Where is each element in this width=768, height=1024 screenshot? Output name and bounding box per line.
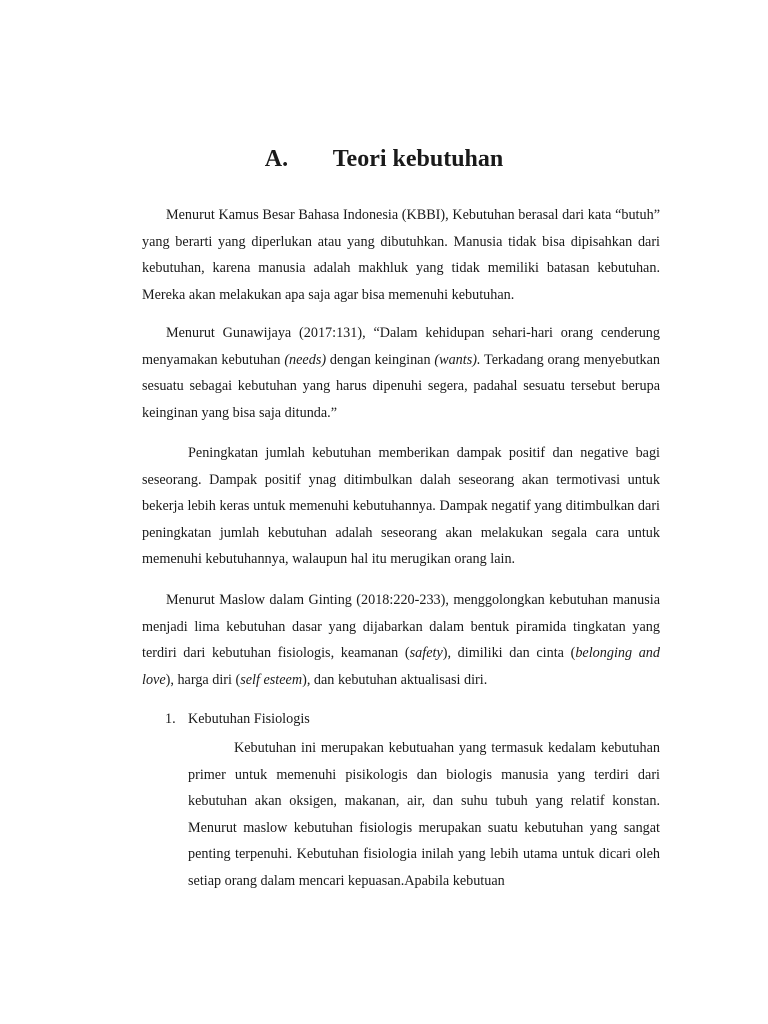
paragraph-text: Menurut Gunawijaya (2017:131), “Dalam kehidupan sehari-hari orang cenderung menyamakan kebutuhan (142, 325, 660, 368)
paragraph-text: Menurut Maslow dalam Ginting (2018:220-233), menggolongkan kebutuhan manusia menjadi lima kebutuhan dasar yang dijabarkan dalam bentuk piramida tingkatan yang terdiri dari kebutuhan fisiologis, keamanan ( (142, 592, 660, 661)
section-title: Teori kebutuhan (332, 146, 504, 172)
italic-term: self esteem (240, 671, 303, 688)
list-item-body: Kebutuhan ini merupakan kebutuahan yang termasuk kedalam kebutuhan primer untuk memenuhi pisikologis dan biologis manusia yang terdiri dari kebutuhan akan oksigen, makanan, air, dan suhu tubuh yang relatif konstan. Menurut maslow kebutuhan fisiologis merupakan suatu kebutuhan yang sangat penting terpenuhi. Kebutuhan fisiologia inilah yang lebih utama untuk dicari oleh setiap orang dalam mencari kepuasan.Apabila kebutuan (188, 740, 660, 889)
list-item-marker: 1. (165, 711, 176, 727)
italic-term: belonging and love (142, 645, 660, 688)
paragraph-text: ), dimiliki dan cinta ( (442, 645, 576, 661)
paragraph-text: ), harga diri ( (165, 671, 241, 688)
italic-term: (needs) (284, 351, 327, 368)
section-heading (0, 146, 768, 173)
paragraph-text: Terkadang orang menyebutkan sesuatu sebagai kebutuhan yang harus dipenuhi segera, padahal sesuatu tersebut berupa keinginan yang bisa saja ditunda.” (142, 351, 660, 421)
paragraph-gunawijaya (142, 320, 660, 426)
paragraph-maslow (142, 587, 660, 693)
list-item-title: Kebutuhan Fisiologis (188, 711, 310, 727)
paragraph-kbbi (142, 202, 660, 308)
paragraph-dampak (142, 440, 660, 573)
paragraph-text: ), dan kebutuhan aktualisasi diri. (302, 671, 488, 688)
italic-term: (wants). (434, 351, 481, 368)
italic-term: safety (409, 645, 443, 661)
paragraph-text: dengan keinginan (326, 351, 435, 368)
paragraph-text: Menurut Kamus Besar Bahasa Indonesia (KBBI), Kebutuhan berasal dari kata “butuh” yang berarti yang diperlukan atau yang dibutuhkan. Manusia tidak bisa dipisahkan dari kebutuhan, karena manusia adalah makhluk yang tidak memiliki batasan kebutuhan. Mereka akan melakukan apa saja agar bisa memenuhi kebutuhan. (142, 207, 660, 303)
paragraph-text: Peningkatan jumlah kebutuhan memberikan dampak positif dan negative bagi seseorang. Dampak positif ynag ditimbulkan dalah seseorang akan termotivasi untuk bekerja lebih keras untuk memenuhi kebutuhannya. Dampak negatif yang ditimbulkan dari peningkatan jumlah kebutuhan adalah seseorang akan melakukan segala cara untuk memenuhi kebutuhannya, walaupun hal itu merugikan orang lain. (142, 445, 660, 567)
section-number: A. (264, 146, 289, 172)
